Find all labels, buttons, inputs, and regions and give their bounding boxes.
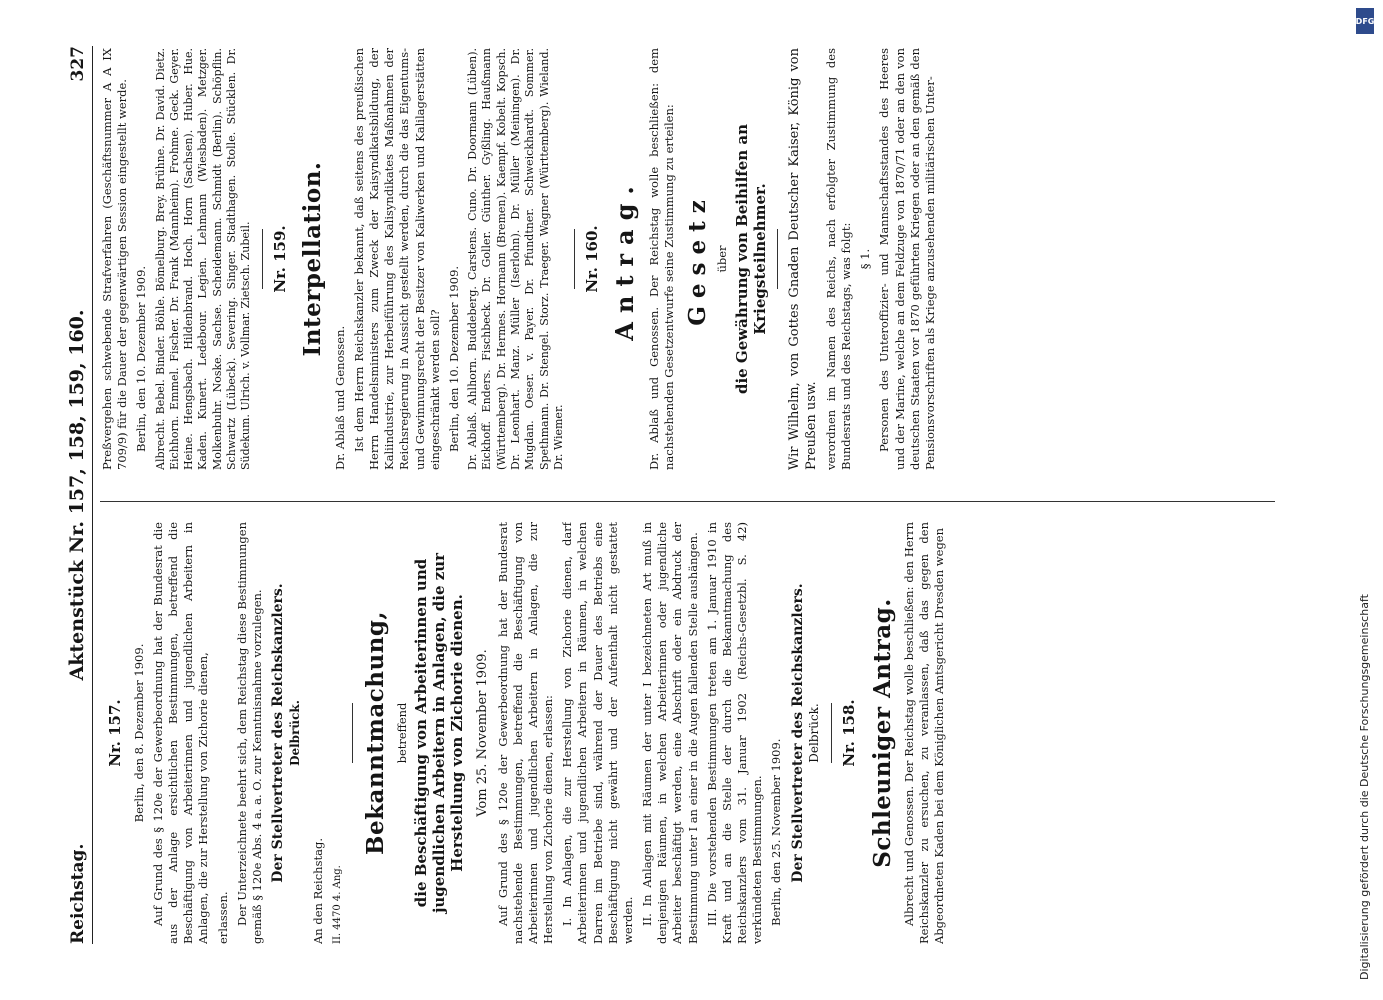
gesetz-ueber: über [715, 245, 730, 273]
bekanntmachung-para-I: I. In Anlagen, die zur Herstellung von Zichorie dienen, darf Arbeiterinnen und jugendlichen Arbeitern in Räumen, in welchen Darren im Betriebe sind, während der Dauer des Betriebs eine Beschäftigung nicht gewährt und der Aufenthalt nicht gestattet werden. [560, 522, 635, 944]
nr159-title: Nr. 159. [270, 225, 289, 293]
bekanntmachung-signer: Delbrück. [807, 703, 822, 763]
nr157-ref: II. 4470 4. Ang. [331, 865, 343, 944]
nr159-signatories: Dr. Ablaß. Ahlhorn. Buddeberg. Carstens. Cuno. Dr. Doormann (Lüben). Eickhoff. Enders. Fischbeck. Dr. Goller. Günther. Gyßling. Haußmann (Württemberg). Dr. Hermes. Hormann (Bremen). Kaempf. Kobelt. Kopsch. Dr. Leonhart. Manz. Müller (Iserlohn). Dr. Müller (Meiningen). Dr. Mugdan. Oeser. v. Payer. Dr. Pfundtner. Schweickhardt. Sommer. Spethmann. Dr. Stengel. Storz. Traeger. Wagner (Württemberg). Wieland. Dr. Wiemer. [466, 48, 565, 470]
nr158-para: Albrecht und Genossen. Der Reichstag wolle beschließen: den Herrn Reichskanzler zu ersuchen, zu veranlassen, daß das gegen den Abgeordneten Kaden bei dem Königlichen Amtsgericht Dresden wegen [902, 522, 947, 944]
gesetz-heading: Gesetz [684, 192, 712, 326]
bekanntmachung-subject: die Beschäftigung von Arbeiterinnen und jugendlichen Arbeitern in Anlagen, die zur Herstellung von Zichorie dienen. [412, 552, 467, 914]
nr158-date: Berlin, den 10. Dezember 1909. [134, 265, 149, 452]
nr157-date: Berlin, den 8. Dezember 1909. [131, 643, 146, 823]
nr157-title: Nr. 157. [106, 699, 124, 767]
separator-rule [352, 703, 353, 763]
nr157-signer-title: Der Stellvertreter des Reichskanzlers. [270, 583, 287, 883]
bekanntmachung-para1: Auf Grund des § 120e der Gewerbeordnung hat der Bundesrat nachstehende Bestimmungen, betreffend die Beschäftigung von Arbeiterinnen und jugendlichen Arbeitern in Anlagen, die zur Herstellung von Zichorie dienen, erlassen: [495, 522, 556, 944]
bekanntmachung-para-II: II. In Anlagen mit Räumen der unter I bezeichneten Art muß in denjenigen Räumen, in welchen Arbeiterinnen oder jugendliche Arbeiter beschäftigt werden, eine Abschrift oder ein Abdruck der Bestimmung unter I an einer in die Augen fallenden Stelle aushängen. [640, 522, 700, 944]
nr158-signatories: Albrecht. Bebel. Binder. Böhle. Bömelburg. Brey. Brühne. Dr. David. Dietz. Eichhorn. Emmel. Fischer. Dr. Frank (Mannheim). Frohme. Geck. Geyer. Heine. Hengsbach. Hildenbrand. Hoch. Horn (Sachsen). Huber. Hue. Kaden. Kunert. Ledebour. Legien. Lehmann (Wiesbaden). Metzger. Molkenbuhr. Noske. Sachse. Scheidemann. Schmidt (Berlin). Schöpflin. Schwartz (Lübeck). Severing. Singer. Stadthagen. Stolle. Stücklen. Dr. Südekum. Ulrich. v. Vollmar. Zietsch. Zubeil. [153, 48, 253, 470]
nr160-title: Nr. 160. [583, 225, 602, 293]
gesetz-verordnen: verordnen im Namen des Reichs, nach erfolgter Zustimmung des Bundesrats und des Reichstags, was folgt: [823, 48, 854, 470]
gesetz-title: die Gewährung von Beihilfen an Kriegsteilnehmer. [732, 123, 769, 395]
column-divider [100, 501, 1275, 502]
right-column [100, 48, 1280, 470]
bekanntmachung-signer-title: Der Stellvertreter des Reichskanzlers. [789, 583, 806, 883]
nr160-intro: Dr. Ablaß und Genossen. Der Reichstag wolle beschließen: dem nachstehenden Gesetzentwurfe seine Zustimmung zu erteilen: [646, 48, 676, 470]
nr159-para: Ist dem Herrn Reichskanzler bekannt, daß seitens des preußischen Herrn Handelsministers zum Zweck der Kaisyndikatsbildung, der Kaliindustrie, zur Herbeiführung des Kalisyndikates Maßnahmen der Reichsregierung in Aussicht gestellt werden, durch die das Eigentums- und Gewinnungsrecht der Besitzer von Kaliwerken und Kalilagerstätten eingeschränkt werden soll? [351, 48, 442, 470]
gesetz-paragraph-number: § 1. [858, 248, 873, 270]
bekanntmachung-title: Bekanntmachung, [361, 611, 389, 855]
bekanntmachung-para-III: III. Die vorstehenden Bestimmungen treten am 1. Januar 1910 in Kraft und an die Stelle der durch die Bekanntmachung des Reichskanzlers vom 31. Januar 1902 (Reichs-Gesetzbl. S. 42) verkündeten Bestimmungen. [704, 522, 765, 944]
page-header [62, 46, 93, 944]
nr159-heading: Interpellation. [299, 161, 327, 357]
digitization-credit: Digitalisierung gefördert durch die Deutsche Forschungsgemeinschaft [1358, 594, 1371, 980]
left-column [100, 522, 1280, 944]
header-left: Reichstag. [68, 843, 88, 944]
nr160-heading: Antrag. [610, 177, 639, 341]
dfg-logo: DFG [1356, 8, 1374, 34]
nr159-date: Berlin, den 10. Dezember 1909. [446, 265, 461, 452]
nr158-title: Nr. 158. [839, 699, 858, 767]
bekanntmachung-date2: Berlin, den 25. November 1909. [769, 738, 784, 926]
nr157-addressee: An den Reichstag. [311, 838, 326, 944]
gesetz-paragraph-1: Personen des Unteroffizier- und Mannschaftsstandes des Heeres und der Marine, welche an dem Feldzuge von 1870/71 oder an den von deutschen Staaten vor 1870 geführten Kriegen oder an den gemäß den Pensionsvorschriften als Kriege anzusehenden militärischen Unter- [877, 48, 937, 470]
separator-rule [574, 229, 575, 289]
nr157-para1: Auf Grund des § 120e der Gewerbeordnung hat der Bundesrat die aus der Anlage ersichtlichen Bestimmungen, betreffend die Beschäftigung von Arbeiterinnen und jugendlichen Arbeitern in Anlagen, die zur Herstellung von Zichorie dienen, [150, 522, 211, 944]
page-number: 327 [68, 46, 88, 82]
bekanntmachung-date: Vom 25. November 1909. [475, 649, 491, 817]
nr159-intro: Dr. Ablaß und Genossen. [332, 325, 347, 470]
separator-rule [777, 229, 778, 289]
nr158-heading: Schleuniger Antrag. [868, 598, 896, 868]
separator-rule [831, 703, 832, 763]
gesetz-preamble: Wir Wilhelm, von Gottes Gnaden Deutscher Kaiser, König von Preußen usw. [786, 48, 819, 470]
nr157-signer: Delbrück. [287, 700, 302, 766]
nr157-erlassen: erlassen. [215, 891, 230, 944]
bekanntmachung-subtitle: betreffend [395, 702, 410, 764]
nr157-para2: Der Unterzeichnete beehrt sich, dem Reichstag diese Bestimmungen gemäß § 120e Abs. 4 a. a. O. zur Kenntnisnahme vorzulegen. [234, 522, 264, 944]
nr158-continuation: Preßvergehen schwebende Strafverfahren (Geschäftsnummer A A IX 709/9) für die Dauer der gegenwärtigen Session eingestellt werde. [100, 48, 130, 470]
header-title: Aktenstück Nr. 157, 158, 159, 160. [66, 309, 88, 681]
separator-rule [262, 229, 263, 289]
